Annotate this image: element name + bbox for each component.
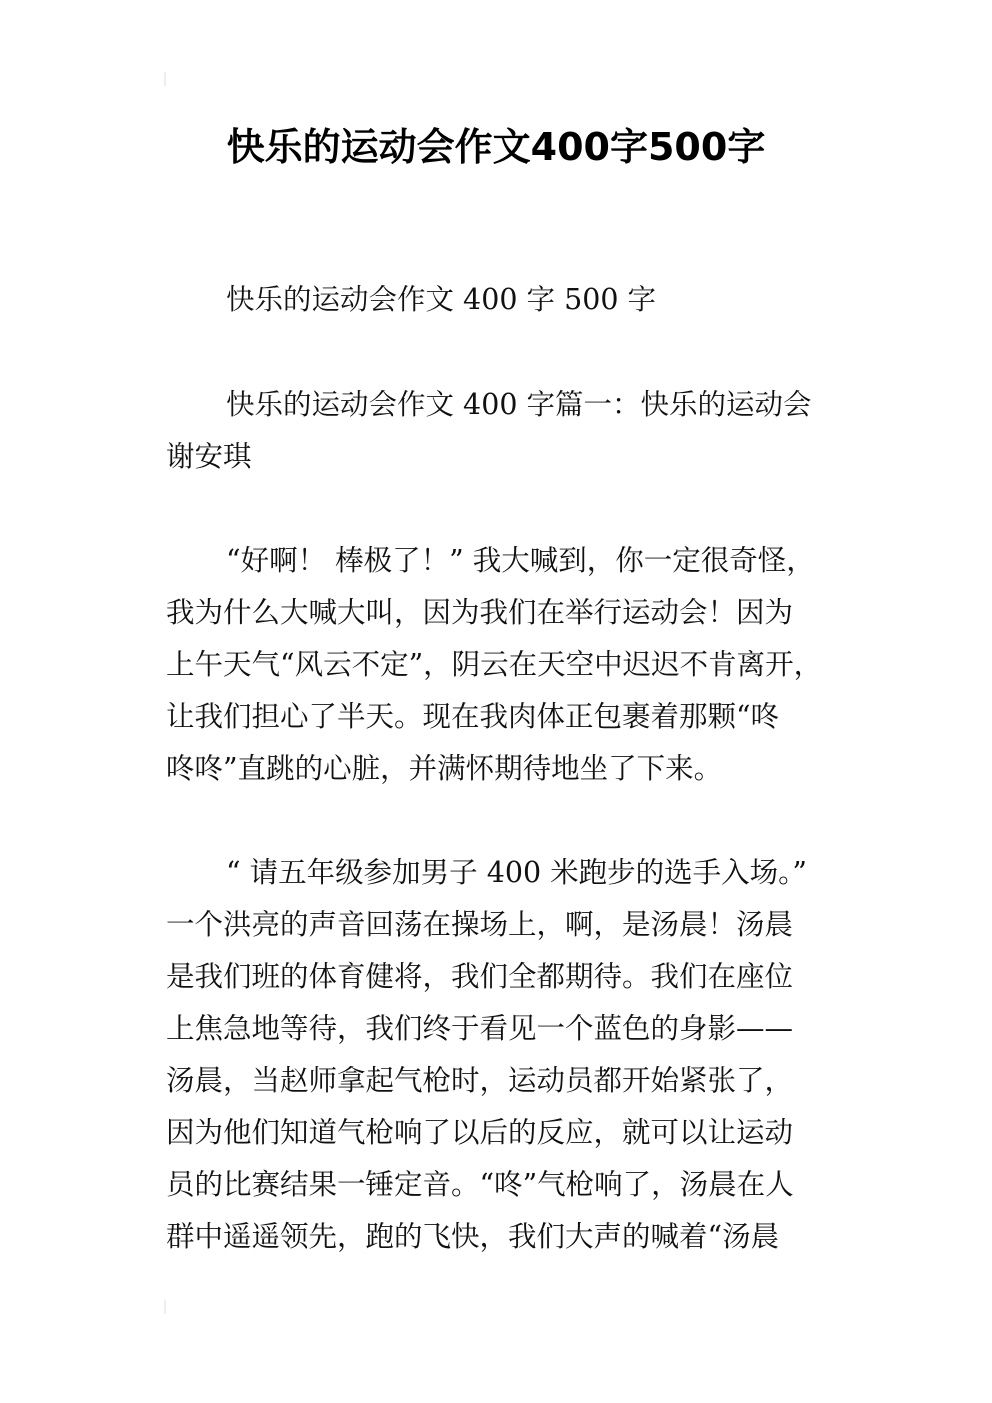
paragraph-line: 让我们担心了半天。现在我肉体正包裹着那颗“咚 [166, 700, 780, 733]
section-heading [166, 379, 856, 483]
page-corner-mark [164, 1300, 166, 1314]
paragraph-line: 员的比赛结果一锤定音。“咚”气枪响了，汤晨在人 [166, 1168, 794, 1201]
paragraph-line: 上午天气“风云不定”，阴云在天空中迟迟不肯离开， [166, 648, 823, 681]
subtitle [166, 274, 856, 326]
paragraph-line: “ 请五年级参加男子 400 米跑步的选手入场。” [226, 856, 807, 889]
subtitle-text: 快乐的运动会作文 400 字 500 字 [226, 283, 657, 316]
author-name: 谢安琪 [166, 440, 252, 473]
page-corner-mark [164, 72, 166, 86]
section-heading-line: 快乐的运动会作文 400 字篇一：快乐的运动会 [226, 388, 812, 421]
paragraph-line: 是我们班的体育健将，我们全都期待。我们在座位 [166, 960, 794, 993]
paragraph-line: 咚咚”直跳的心脏，并满怀期待地坐了下来。 [166, 752, 723, 785]
paragraph-line: 一个洪亮的声音回荡在操场上，啊，是汤晨！汤晨 [166, 908, 794, 941]
paragraph-2 [166, 847, 856, 1263]
paragraph-line: 因为他们知道气枪响了以后的反应，就可以让运动 [166, 1116, 794, 1149]
paragraph-1 [166, 535, 856, 795]
paragraph-line: 群中遥遥领先，跑的飞快，我们大声的喊着“汤晨 [166, 1220, 780, 1253]
paragraph-line: 汤晨，当赵师拿起气枪时，运动员都开始紧张了， [166, 1064, 794, 1097]
document-title: 快乐的运动会作文400字500字 [226, 125, 766, 169]
paragraph-line: 我为什么大喊大叫，因为我们在举行运动会！因为 [166, 596, 794, 629]
paragraph-line: 上焦急地等待，我们终于看见一个蓝色的身影—— [166, 1012, 794, 1045]
paragraph-line: “好啊！ 棒极了！” 我大喊到，你一定很奇怪， [226, 544, 815, 577]
